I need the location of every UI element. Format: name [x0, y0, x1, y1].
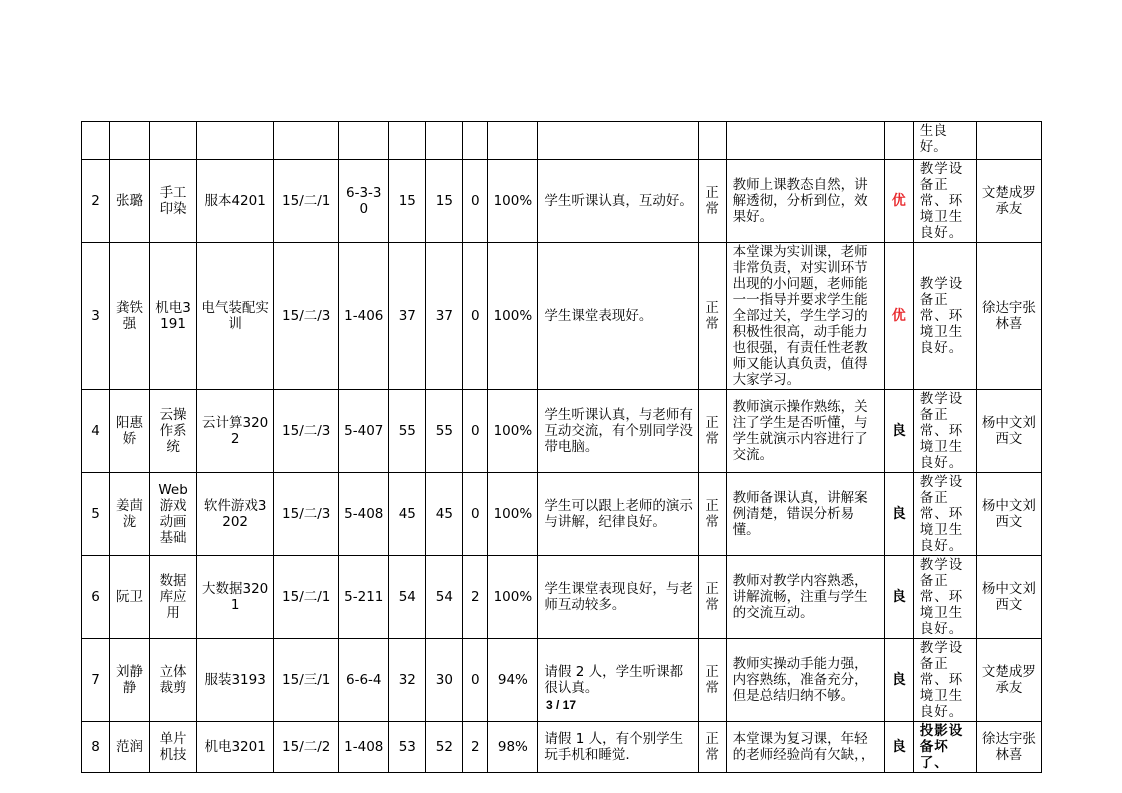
environment-comment: 教学设备正常、环境卫生良好。	[913, 243, 976, 390]
inspectors: 杨中文刘西文	[976, 556, 1041, 639]
inspectors	[976, 122, 1041, 160]
student-comment: 学生课堂表现良好，与老师互动较多。	[538, 556, 698, 639]
course-name: 立体裁剪	[150, 639, 197, 722]
student-comment: 学生听课认真，互动好。	[538, 160, 698, 243]
row-number	[82, 122, 110, 160]
inspectors: 文楚成罗承友	[976, 639, 1041, 722]
environment-comment: 生良好。	[913, 122, 976, 160]
week-day-section: 15/二/2	[274, 722, 339, 773]
environment-comment: 教学设备正常、环境卫生良好。	[913, 473, 976, 556]
attendance-rate: 98%	[488, 722, 538, 773]
row-number: 8	[82, 722, 110, 773]
actual-count: 45	[426, 473, 463, 556]
absent-count: 0	[463, 473, 488, 556]
expected-count: 54	[389, 556, 426, 639]
class-name: 机电3201	[197, 722, 274, 773]
table-row	[82, 122, 1042, 160]
course-name	[150, 122, 197, 160]
expected-count: 32	[389, 639, 426, 722]
teacher-comment: 教师上课教态自然，讲解透彻，分析到位，效果好。	[726, 160, 884, 243]
lesson-inspection-table	[81, 121, 1042, 773]
teacher-name: 龚铁强	[110, 243, 150, 390]
expected-count: 37	[389, 243, 426, 390]
student-comment: 学生听课认真，与老师有互动交流，有个别同学没带电脑。	[538, 390, 698, 473]
classroom: 6-6-4	[339, 639, 389, 722]
grade: 良	[884, 473, 913, 556]
course-name: 单片机技	[150, 722, 197, 773]
table-row	[82, 160, 1042, 243]
classroom: 5-211	[339, 556, 389, 639]
row-number: 6	[82, 556, 110, 639]
class-order: 正常	[698, 722, 726, 773]
actual-count: 55	[426, 390, 463, 473]
attendance-rate: 94%	[488, 639, 538, 722]
absent-count: 0	[463, 243, 488, 390]
absent-count: 0	[463, 160, 488, 243]
class-name: 服装3193	[197, 639, 274, 722]
teacher-comment: 教师备课认真，讲解案例清楚，错误分析易懂。	[726, 473, 884, 556]
inspectors: 文楚成罗承友	[976, 160, 1041, 243]
actual-count: 30	[426, 639, 463, 722]
environment-comment: 教学设备正常、环境卫生良好。	[913, 390, 976, 473]
table-row	[82, 243, 1042, 390]
absent-count: 0	[463, 639, 488, 722]
week-day-section: 15/三/1	[274, 639, 339, 722]
grade: 良	[884, 390, 913, 473]
classroom: 5-408	[339, 473, 389, 556]
week-day-section: 15/二/1	[274, 160, 339, 243]
row-number: 5	[82, 473, 110, 556]
absent-count: 2	[463, 556, 488, 639]
course-name: 手工印染	[150, 160, 197, 243]
teacher-name: 刘静静	[110, 639, 150, 722]
attendance-rate: 100%	[488, 556, 538, 639]
grade: 优	[884, 160, 913, 243]
table-row	[82, 473, 1042, 556]
absent-count	[463, 122, 488, 160]
actual-count: 54	[426, 556, 463, 639]
class-order: 正常	[698, 390, 726, 473]
attendance-rate	[488, 122, 538, 160]
attendance-rate: 100%	[488, 160, 538, 243]
student-comment	[538, 122, 698, 160]
teacher-name	[110, 122, 150, 160]
inspectors: 徐达宇张林喜	[976, 722, 1041, 773]
class-order: 正常	[698, 639, 726, 722]
grade: 良	[884, 556, 913, 639]
teacher-name: 范润	[110, 722, 150, 773]
expected-count: 55	[389, 390, 426, 473]
class-order: 正常	[698, 243, 726, 390]
course-name: 数据库应用	[150, 556, 197, 639]
grade	[884, 122, 913, 160]
environment-comment: 投影设备坏了、	[913, 722, 976, 773]
actual-count	[426, 122, 463, 160]
classroom: 5-407	[339, 390, 389, 473]
row-number: 3	[82, 243, 110, 390]
grade: 良	[884, 639, 913, 722]
course-name: Web游戏动画基础	[150, 473, 197, 556]
table-row	[82, 722, 1042, 773]
teacher-comment: 教师演示操作熟练，关注了学生是否听懂，与学生就演示内容进行了交流。	[726, 390, 884, 473]
absent-count: 2	[463, 722, 488, 773]
course-name: 云操作系统	[150, 390, 197, 473]
week-day-section: 15/二/3	[274, 473, 339, 556]
class-name: 服本4201	[197, 160, 274, 243]
classroom: 6-3-30	[339, 160, 389, 243]
teacher-comment: 本堂课为实训课，老师非常负责，对实训环节出现的小问题，老师能一一指导并要求学生能全部过关，学生学习的积极性很高，动手能力也很强，有责任性老教师又能认真负责，值得大家学习。	[726, 243, 884, 390]
student-comment: 学生可以跟上老师的演示与讲解，纪律良好。	[538, 473, 698, 556]
teacher-name: 阳惠娇	[110, 390, 150, 473]
teacher-name: 阮卫	[110, 556, 150, 639]
week-day-section: 15/二/1	[274, 556, 339, 639]
teacher-comment: 本堂课为复习课，年轻的老师经验尚有欠缺，，	[726, 722, 884, 773]
actual-count: 15	[426, 160, 463, 243]
row-number: 7	[82, 639, 110, 722]
class-order	[698, 122, 726, 160]
environment-comment: 教学设备正常、环境卫生良好。	[913, 160, 976, 243]
attendance-rate: 100%	[488, 243, 538, 390]
week-day-section: 15/二/3	[274, 390, 339, 473]
teacher-comment: 教师对教学内容熟悉，讲解流畅，注重与学生的交流互动。	[726, 556, 884, 639]
week-day-section	[274, 122, 339, 160]
class-name: 云计算3202	[197, 390, 274, 473]
class-name: 大数据3201	[197, 556, 274, 639]
environment-comment: 教学设备正常、环境卫生良好。	[913, 556, 976, 639]
course-name: 机电3191	[150, 243, 197, 390]
class-name: 软件游戏3202	[197, 473, 274, 556]
expected-count	[389, 122, 426, 160]
inspectors: 杨中文刘西文	[976, 473, 1041, 556]
grade: 优	[884, 243, 913, 390]
attendance-rate: 100%	[488, 390, 538, 473]
expected-count: 53	[389, 722, 426, 773]
classroom: 1-406	[339, 243, 389, 390]
student-comment: 请假 2 人，学生听课都很认真。	[538, 639, 698, 722]
attendance-rate: 100%	[488, 473, 538, 556]
actual-count: 52	[426, 722, 463, 773]
expected-count: 15	[389, 160, 426, 243]
classroom	[339, 122, 389, 160]
teacher-name: 姜茴泷	[110, 473, 150, 556]
environment-comment: 教学设备正常、环境卫生良好。	[913, 639, 976, 722]
teacher-comment: 教师实操动手能力强，内容熟练，准备充分，但是总结归纳不够。	[726, 639, 884, 722]
class-order: 正常	[698, 473, 726, 556]
class-order: 正常	[698, 556, 726, 639]
table-row	[82, 556, 1042, 639]
inspectors: 徐达宇张林喜	[976, 243, 1041, 390]
actual-count: 37	[426, 243, 463, 390]
row-number: 2	[82, 160, 110, 243]
week-day-section: 15/二/3	[274, 243, 339, 390]
class-name	[197, 122, 274, 160]
grade: 良	[884, 722, 913, 773]
table-row	[82, 390, 1042, 473]
class-order: 正常	[698, 160, 726, 243]
absent-count: 0	[463, 390, 488, 473]
row-number: 4	[82, 390, 110, 473]
student-comment: 学生课堂表现好。	[538, 243, 698, 390]
inspectors: 杨中文刘西文	[976, 390, 1041, 473]
classroom: 1-408	[339, 722, 389, 773]
student-comment: 请假 1 人，有个别学生玩手机和睡觉.	[538, 722, 698, 773]
page-number: 3 / 17	[545, 698, 577, 712]
expected-count: 45	[389, 473, 426, 556]
class-name: 电气装配实训	[197, 243, 274, 390]
teacher-comment	[726, 122, 884, 160]
teacher-name: 张璐	[110, 160, 150, 243]
